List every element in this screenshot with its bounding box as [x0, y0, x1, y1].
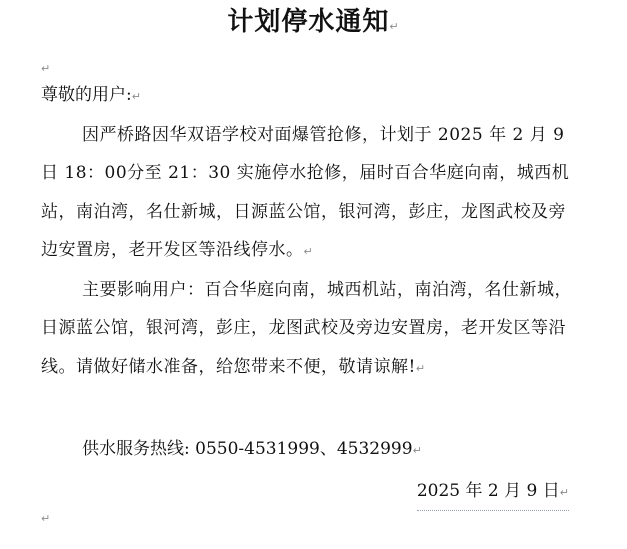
- paragraph-mark: ↵: [303, 244, 314, 258]
- paragraph-mark: ↵: [415, 361, 426, 375]
- service-hotline-text: 供水服务热线: 0550-4531999、4532999: [82, 439, 413, 459]
- paragraph-mark: ↵: [559, 486, 569, 499]
- paragraph-mark: ↵: [41, 62, 51, 75]
- notice-date: [417, 474, 569, 511]
- notice-title-text: 计划停水通知: [227, 7, 390, 37]
- paragraph-mark: ↵: [41, 512, 51, 525]
- notice-paragraph-affected-users: [41, 271, 581, 388]
- paragraph-mark: ↵: [131, 90, 141, 103]
- notice-date-text: 2025 年 2 月 9 日: [416, 481, 560, 501]
- salutation: [41, 78, 141, 114]
- notice-title: [0, 2, 627, 47]
- service-hotline: [82, 432, 422, 468]
- notice-paragraph-outage: [41, 116, 581, 271]
- paragraph-mark: ↵: [412, 444, 422, 457]
- paragraph-affected-users-text: 主要影响用户：百合华庭向南，城西机站，南泊湾，名仕新城，日源蓝公馆，银河湾，彭庄，龙图武校及旁边安置房，老开发区等沿线。请做好储水准备，给您带来不便，敬请谅解!: [41, 280, 572, 377]
- salutation-text: 尊敬的用户:: [41, 85, 132, 105]
- paragraph-mark: ↵: [389, 20, 400, 33]
- paragraph-outage-text: 因严桥路因华双语学校对面爆管抢修，计划于 2025 年 2 月 9 日 18：00分至 21：30 实施停水抢修，届时百合华庭向南，城西机站，南泊湾，名仕新城，日源蓝公馆，银河湾，彭庄，龙图武校及旁边安置房，老开发区等沿线停水。: [41, 125, 570, 260]
